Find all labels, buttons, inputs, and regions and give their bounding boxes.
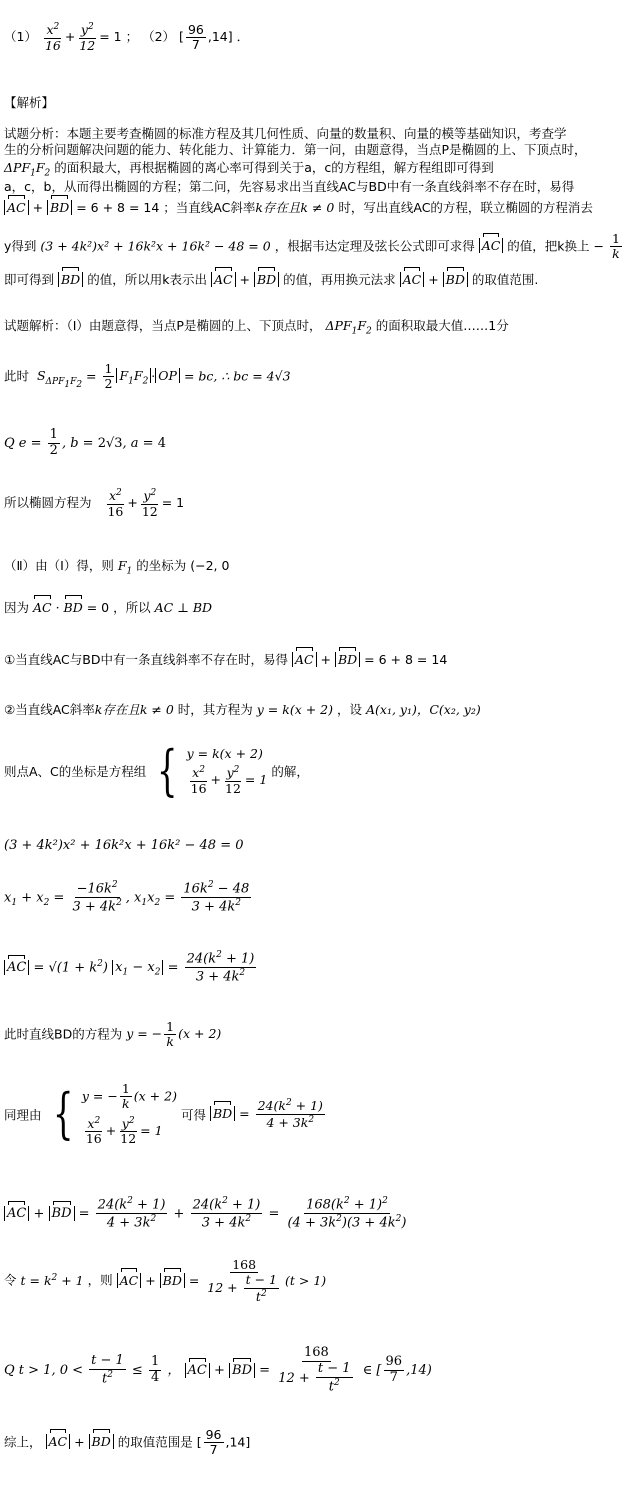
- fraction: $\frac{x^2}{16}$: [44, 22, 61, 53]
- sum-line: AC + BD = $\frac{24(k^2 + 1)}{4 + 3k^2}$ + $\frac{24(k^2 + 1)}{3 + 4k^2}$ = $\frac{168(k^2 + 1)^2}{(4 + 3k^2)(3 + 4k^2)}$: [4, 1196, 410, 1232]
- fraction: $\frac{96}{7}$: [187, 21, 204, 52]
- fraction: $\frac{y^2}{12}$: [141, 488, 158, 519]
- case2-line: ②当直线AC斜率k存在且k ≠ 0 时，其方程为 y = k(x + 2) ，设 A(x₁, y₁)，C(x₂, y₂): [4, 702, 481, 717]
- solution-intro: 试题解析：（Ⅰ）由题意得，当点P是椭圆的上、下顶点时， $\Delta PF_1F_2$ 的面积取最大值……1分: [4, 318, 509, 337]
- quad-line: (3 + 4k²)x² + 16k²x + 16k² − 48 = 0: [4, 838, 244, 853]
- fraction: $\frac{1}{k}$: [611, 231, 620, 262]
- part2-line: （Ⅱ）由（Ⅰ）得，则 $F_1$ 的坐标为 (−2, 0: [4, 558, 230, 577]
- case1-line: ①当直线AC与BD中有一条直线斜率不存在时，易得 AC + BD = 6 + 8 = 14: [4, 646, 447, 668]
- conclusion-line: 综上， AC + BD 的取值范围是 [ $\frac{96}{7}$ ,14]: [4, 1427, 251, 1458]
- ac-length-line: AC = $√(1 + k^2)$ $x_1 - x_2$ = $\frac{24(k^2 + 1)}{3 + 4k^2}$: [4, 950, 258, 986]
- analysis-line-1: 试题分析：本题主要考查椭圆的标准方程及其几何性质、向量的数量积、向量的模等基础知识，考查学: [4, 126, 567, 141]
- system-brace: { y = k(x + 2) $\frac{x^2}{16}$ + $\frac{y^2}{12}$ = 1: [157, 739, 268, 802]
- analysis-line-5: AC + BD = 6 + 8 = 14 ；当直线AC斜率k存在且k ≠ 0 时，写出直线AC的方程，联立椭圆的方程消去: [4, 194, 593, 216]
- e-line: Q e = $\frac{1}{2}$ , b = 2√3, a = 4: [4, 427, 166, 458]
- answer-line: （1） $\frac{x^2}{16}$ + $\frac{y^2}{12}$ = 1 ； （2） [ $\frac{96}{7}$ ,14] ．: [4, 21, 250, 53]
- part2-label: （2）: [142, 28, 176, 44]
- system-brace: { y = − $\frac{1}{k}$ (x + 2) $\frac{x^2}{16}$ + $\frac{y^2}{12}$ = 1: [52, 1081, 177, 1147]
- area-line: 此时 $S_{\Delta PF_1F_2}$ = $\frac{1}{2}$ $F_1F_2$ · OP = bc, ∴ bc = 4√3: [4, 361, 291, 392]
- fraction: $\frac{1}{2}$: [104, 361, 113, 392]
- analysis-line-7: 即可得到 BD 的值，所以用k表示出 AC + BD 的值，再用换元法求 AC + BD 的取值范围.: [4, 266, 538, 288]
- ellipse-line: 所以椭圆方程为 $\frac{x^2}{16}$ + $\frac{y^2}{12}$ = 1: [4, 488, 185, 519]
- fraction: $\frac{y^2}{12}$: [225, 765, 241, 796]
- analysis-heading: 【解析】: [4, 95, 55, 110]
- analysis-line-2: 生的分析问题解决问题的能力、转化能力、计算能力．第一问，由题意得，当点P是椭圆的上、下顶点时，: [4, 142, 587, 157]
- vieta-line: $x_1 + x_2$ = $\frac{-16k^2}{3 + 4k^2}$ , $x_1x_2$ = $\frac{16k^2 - 48}{3 + 4k^2}$: [4, 880, 250, 915]
- analysis-line-6: y得到 (3 + 4k²)x² + 16k²x + 16k² − 48 = 0 ，根据韦达定理及弦长公式即可求得 AC 的值，把k换上 − $\frac{1}{k}$: [4, 231, 620, 262]
- bound-line: Q t > 1, 0 < $\frac{t - 1}{t^2}$ ≤ $\frac{1}{4}$ ， AC + BD = 168 12 + $\frac{t - 1}{t^2}$ ∈ [ $\frac{96}{7}$ ,14): [4, 1345, 432, 1395]
- part1-label: （1）: [4, 28, 37, 44]
- fraction: $\frac{y^2}{12}$: [79, 22, 96, 53]
- analysis-line-4: a，c，b，从而得出椭圆的方程；第二问，先容易求出当直线AC与BD中有一条直线斜率不存在时，易得: [4, 179, 575, 194]
- analysis-line-3: $\Delta PF_1F_2$ 的面积最大，再根据椭圆的离心率可得到关于a，c的方程组，解方程组即可得到: [4, 160, 494, 179]
- fraction: $\frac{1}{2}$: [49, 427, 58, 458]
- fraction: $\frac{x^2}{16}$: [107, 488, 124, 519]
- bd-line: 此时直线BD的方程为 y = − $\frac{1}{k}$ (x + 2): [4, 1019, 222, 1050]
- system-line: 则点A、C的坐标是方程组 { y = k(x + 2) $\frac{x^2}{16}$ + $\frac{y^2}{12}$ = 1 的解，: [4, 739, 309, 802]
- separator: ；: [125, 28, 139, 44]
- fraction: $\frac{x^2}{16}$: [190, 765, 207, 796]
- substitution-line: 令 $t = k^2 + 1$ ，则 AC + BD = 168 12 + $\frac{t - 1}{t^2}$ (t > 1): [4, 1257, 327, 1304]
- perp-line: 因为 AC · BD = 0 ，所以 AC ⊥ BD: [4, 594, 212, 616]
- similar-line: 同理由 { y = − $\frac{1}{k}$ (x + 2) $\frac{x^2}{16}$ + $\frac{y^2}{12}$ = 1 可得 BD = $\frac{24(k^2 + 1)}{4 + 3k^2}$: [4, 1081, 323, 1147]
